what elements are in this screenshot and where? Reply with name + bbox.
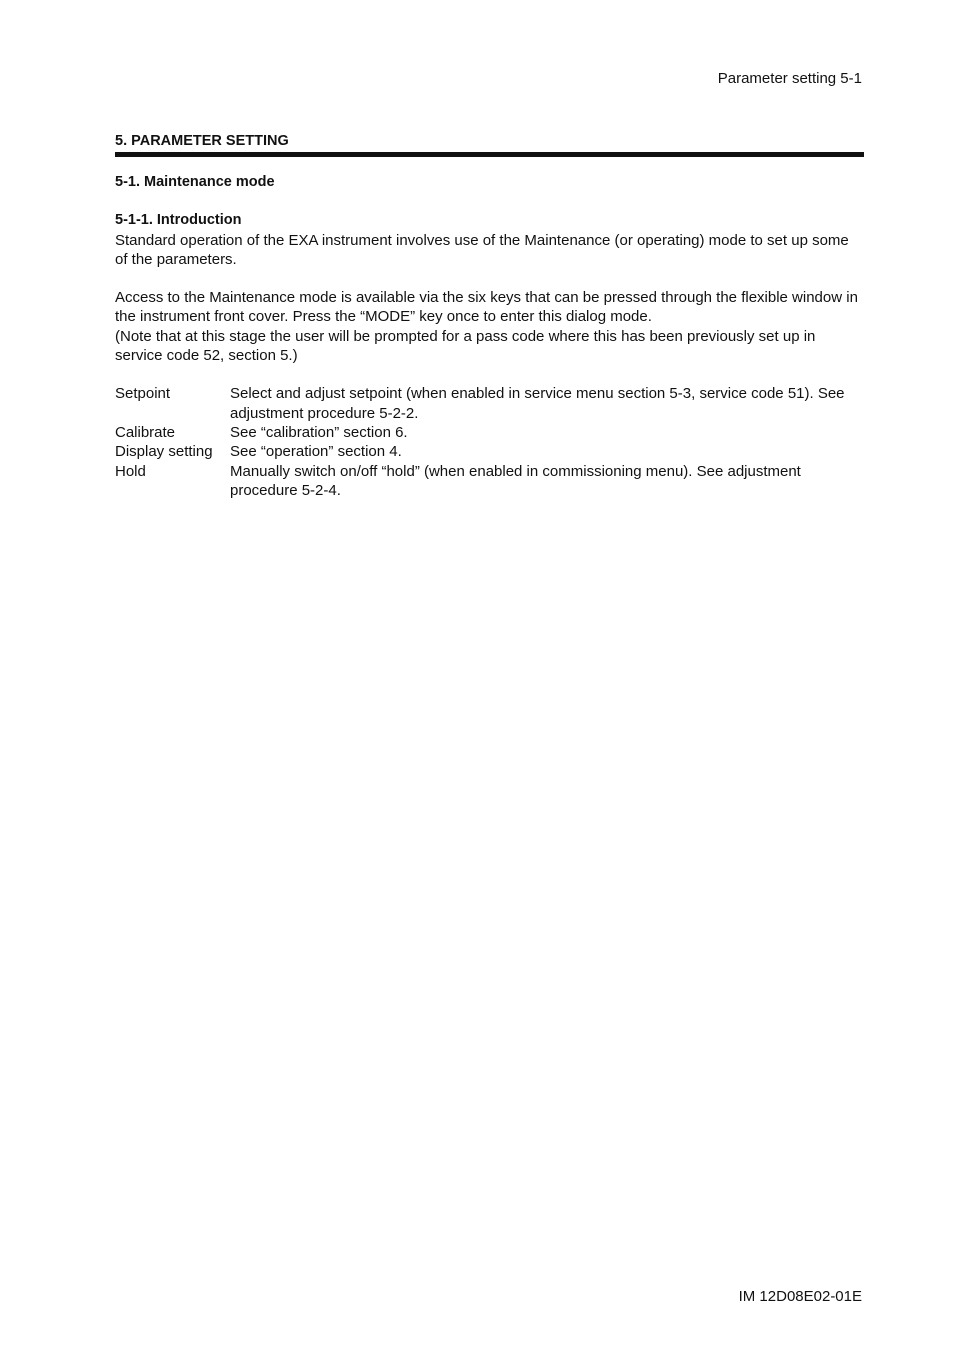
section-title: 5. PARAMETER SETTING (115, 132, 864, 157)
definition-term: Setpoint (115, 385, 171, 403)
intro-paragraph: Standard operation of the EXA instrument involves use of the Maintenance (or operating) mode to set up some of the parameters. (115, 231, 849, 268)
passcode-note: (Note that at this stage the user will be prompted for a pass code where this has been previously set up in service code 52, section 5.) (115, 327, 816, 365)
definition-row-display-setting (115, 442, 864, 461)
page-header: Parameter setting 5-1 (717, 70, 862, 87)
definition-description: Manually switch on/off “hold” (when enabled in commissioning menu). See adjustment procedure 5-2-4. (230, 462, 801, 499)
page-footer: IM 12D08E02-01E (738, 1288, 862, 1305)
definition-row-hold (115, 462, 864, 501)
definition-row-setpoint (115, 384, 864, 423)
definition-description: See “calibration” section 6. (230, 423, 408, 441)
definition-term: Display setting (115, 443, 213, 461)
subsection-title: 5-1. Maintenance mode (115, 174, 275, 190)
page-content (115, 132, 864, 500)
definition-row-calibrate (115, 423, 864, 442)
mode-definition-list (115, 384, 864, 500)
definition-description: See “operation” section 4. (230, 443, 402, 461)
definition-term: Hold (115, 462, 146, 480)
definition-description: Select and adjust setpoint (when enabled in service menu section 5-3, service code 51). See adjustment procedure 5-2-2. (230, 385, 845, 422)
definition-term: Calibrate (115, 423, 176, 441)
access-paragraph: Access to the Maintenance mode is available via the six keys that can be pressed through the flexible window in the instrument front cover. Press the “MODE” key once to enter this dialog mode. (115, 289, 858, 326)
subsubsection-title: 5-1-1. Introduction (115, 212, 242, 229)
